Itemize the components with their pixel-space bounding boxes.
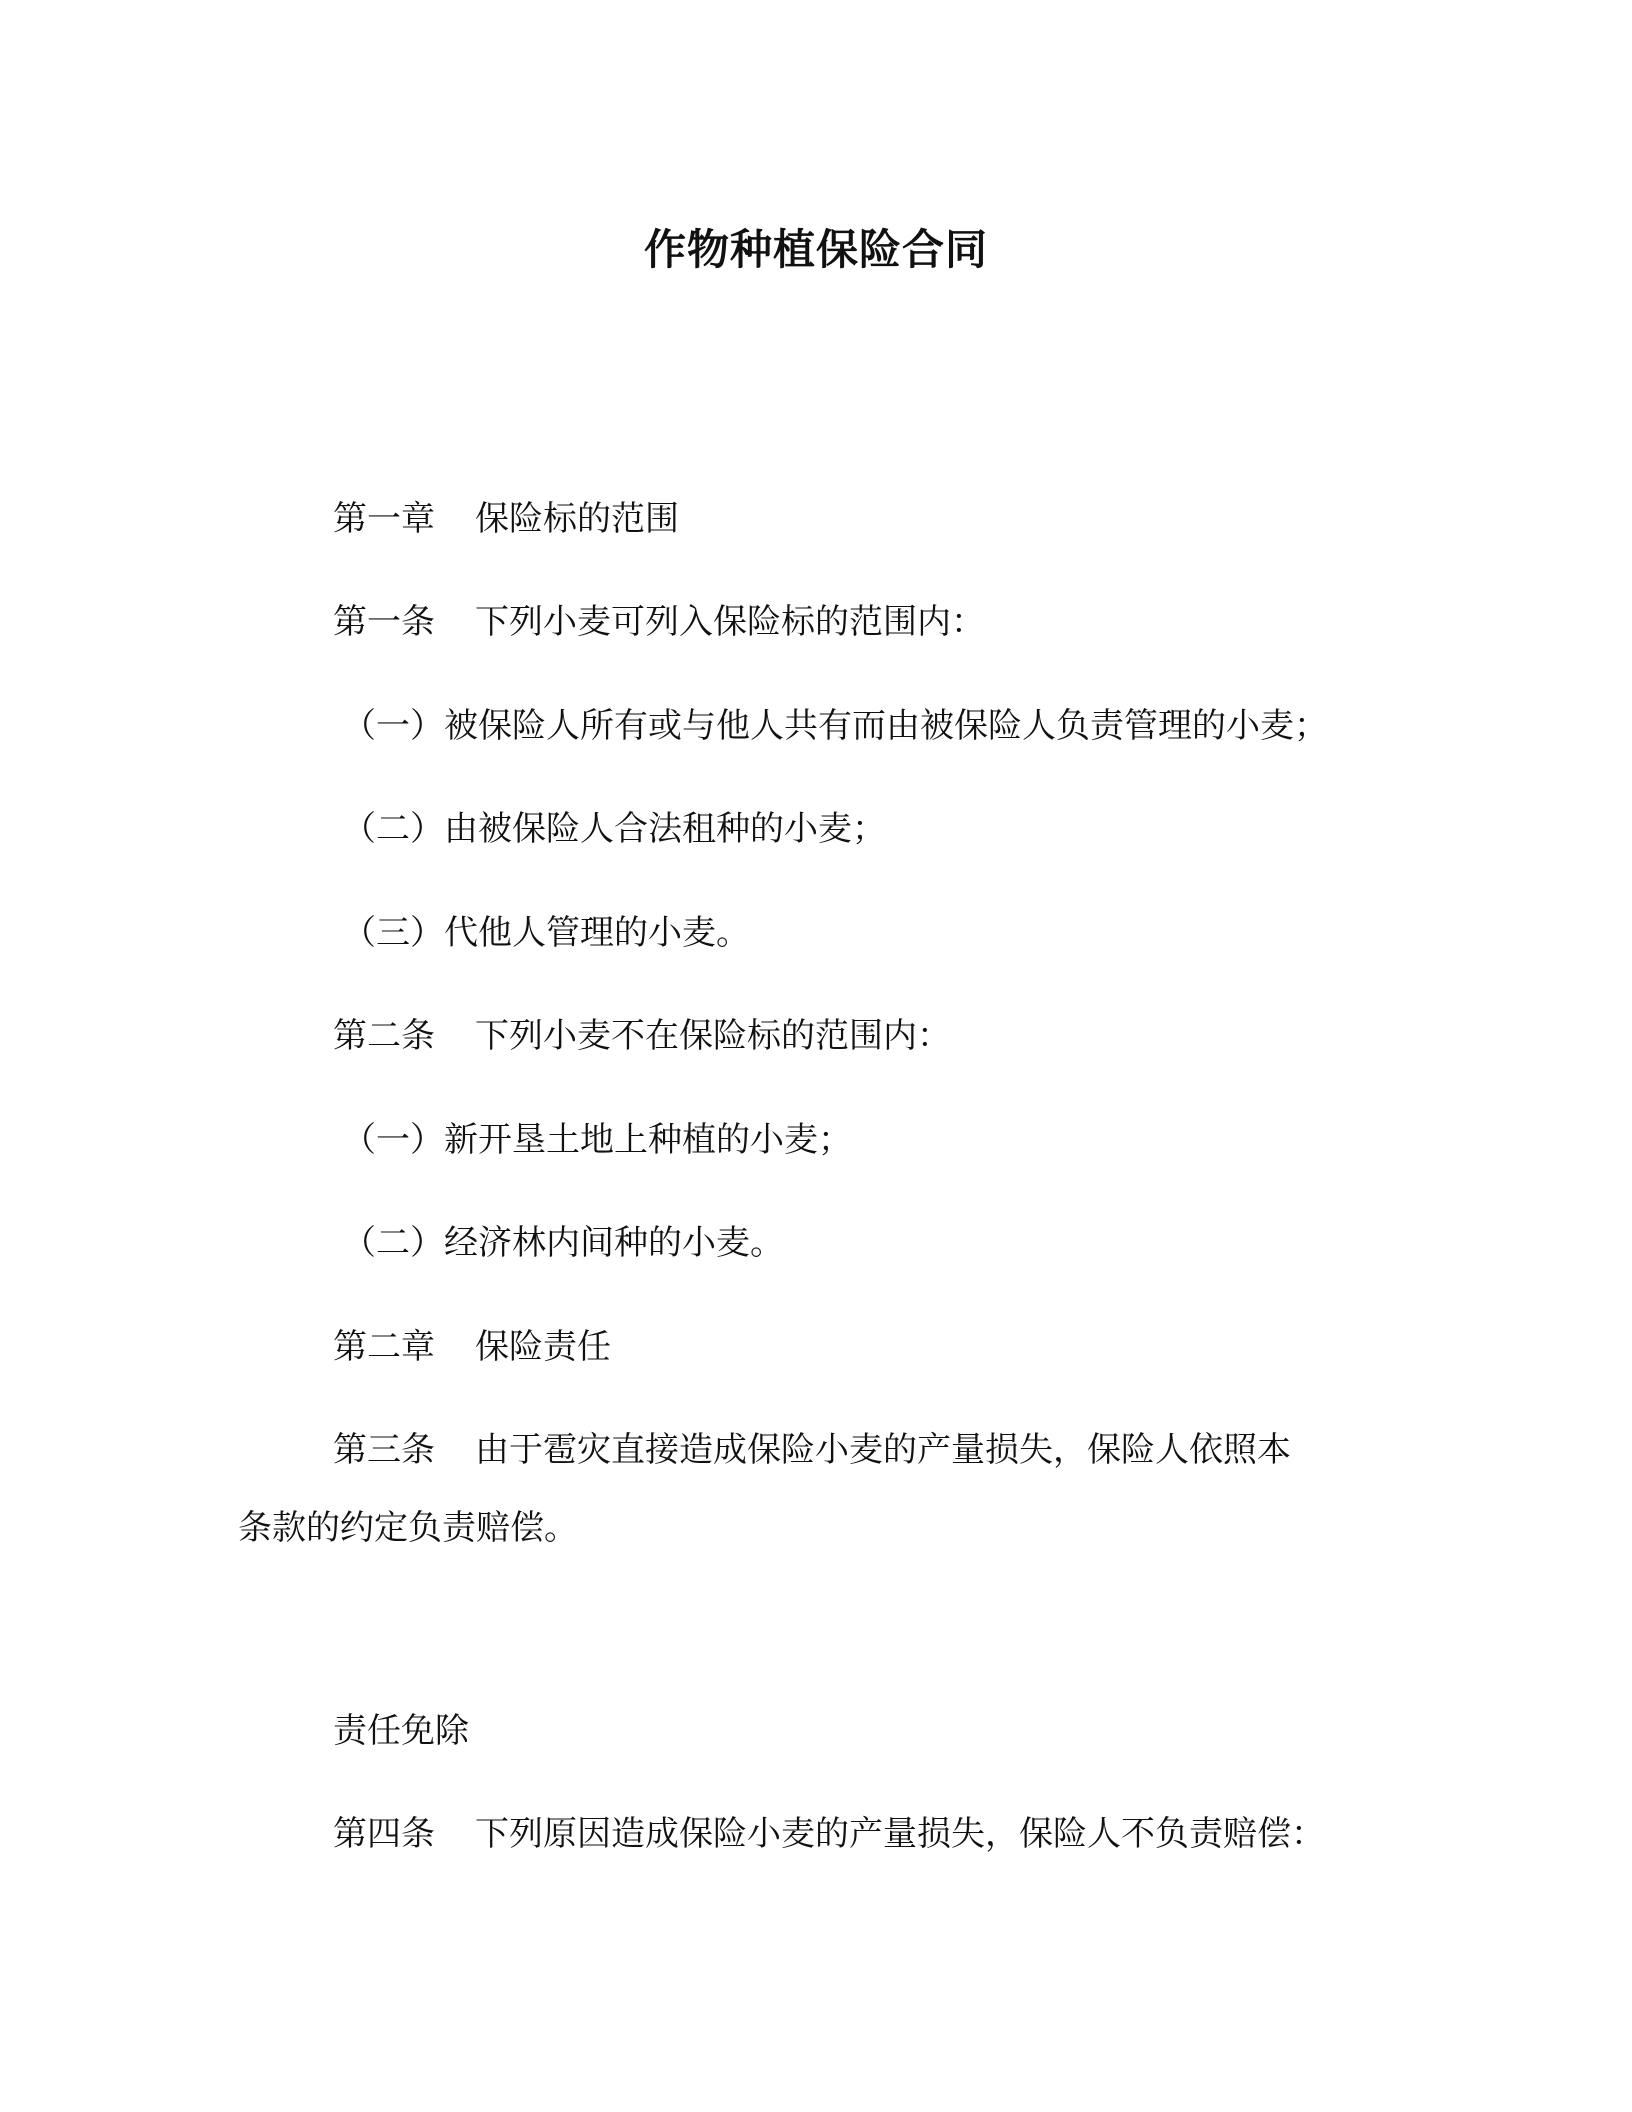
article-1-item-1: （一）被保险人所有或与他人共有而由被保险人负责管理的小麦；: [342, 706, 1328, 746]
document-title: 作物种植保险合同: [643, 225, 988, 274]
chapter-1-title: 保险标的范围: [475, 499, 679, 539]
article-3-line-1: [333, 1427, 1291, 1473]
article-3-line-2: 条款的约定负责赔偿。: [238, 1508, 578, 1548]
article-1-item-3: （三）代他人管理的小麦。: [342, 913, 750, 953]
article-1-item-2: （二）由被保险人合法租种的小麦；: [342, 809, 886, 849]
article-2: [333, 1013, 951, 1059]
chapter-2-heading: [333, 1324, 611, 1370]
article-2-item-1: （一）新开垦土地上种植的小麦；: [342, 1120, 852, 1160]
article-4: [333, 1811, 1325, 1857]
chapter-2-title: 保险责任: [475, 1327, 611, 1367]
article-4-text: 下列原因造成保险小麦的产量损失，保险人不负责赔偿：: [475, 1814, 1325, 1854]
article-3-number: 第三条: [333, 1430, 435, 1470]
article-1: [333, 599, 985, 645]
exemption-heading: 责任免除: [333, 1711, 469, 1751]
article-2-item-2: （二）经济林内间种的小麦。: [342, 1223, 784, 1263]
article-4-number: 第四条: [333, 1814, 435, 1854]
article-3-text-1: 由于雹灾直接造成保险小麦的产量损失，保险人依照本: [475, 1430, 1291, 1470]
article-2-text: 下列小麦不在保险标的范围内：: [475, 1016, 951, 1056]
chapter-1-heading: [333, 496, 679, 542]
article-1-number: 第一条: [333, 602, 435, 642]
chapter-1-number: 第一章: [333, 499, 435, 539]
chapter-2-number: 第二章: [333, 1327, 435, 1367]
article-1-text: 下列小麦可列入保险标的范围内：: [475, 602, 985, 642]
article-2-number: 第二条: [333, 1016, 435, 1056]
